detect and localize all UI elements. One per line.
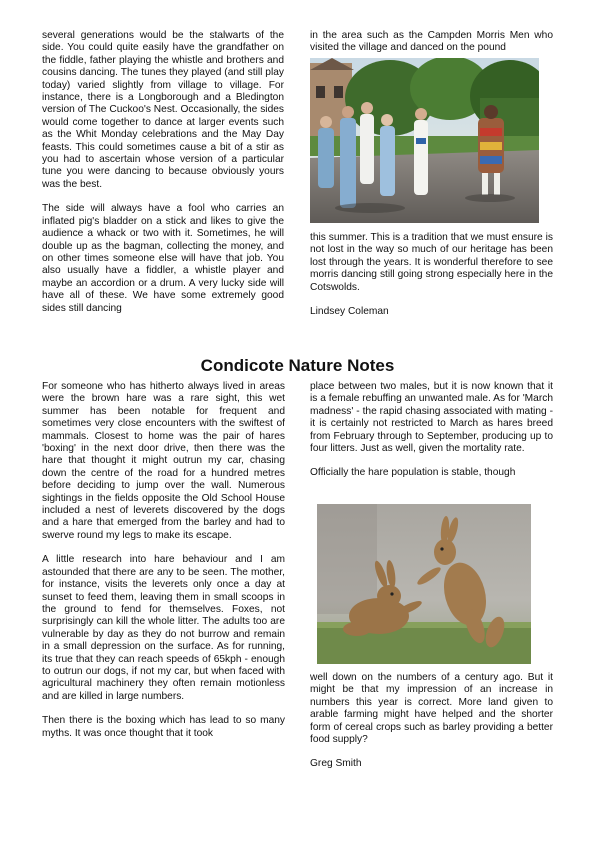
morris-right-column-top	[310, 30, 553, 55]
morris-left-column	[42, 30, 284, 315]
nature-left-column	[42, 381, 285, 740]
nature-right-column-top	[310, 381, 553, 480]
author-signature: Greg Smith	[310, 758, 362, 770]
morris-paragraph: this summer. This is a tradition that we must ensure is not lost in the way so much of our heritage has been lost through the years. It is wonderful therefore to see morris dancing still going strong especially here in the Cotswolds.	[310, 232, 553, 293]
boxing-hares-photo	[317, 504, 531, 664]
nature-paragraph: A little research into hare behaviour and I am astounded that there are any to be seen. The mother, for instance, visits the leverets only once a day at sunset to feed them, leaving them in small scoops in the ground to fend for themselves. Foxes, not surprisingly can kill the whole litter. The adults too are vulnerable by day as they do not burrow and remain in a small depression on the surface. As for running, its true that they can reach speeds of 65kph - enough to outrun our dogs, if not my car, but when faced with agricultural machinery they often remain motionless and are killed in large numbers.	[42, 554, 285, 702]
morris-right-column-bottom	[310, 232, 553, 318]
author-signature: Lindsey Coleman	[310, 306, 389, 318]
nature-right-column-bottom	[310, 672, 553, 771]
nature-paragraph: well down on the numbers of a century ago. But it might be that my impression of an increase in numbers this year is correct. More land given to arable farming might have helped and the shorter form of cereal crops such as barley providing a better food supply?	[310, 672, 553, 746]
nature-paragraph: For someone who has hitherto always lived in areas were the brown hare was a rare sight, this wet summer has been notable for frequent and sometimes very close encounters with the swiftest of mammals. Closest to home was the pair of hares 'boxing' in the next door drive, then there was the hare that thought it might outrun my car, chasing down the centre of the road for a hundred metres before deciding to jump over the wall. Numerous sightings in the fields opposite the Old School House included a nest of leverets discovered by the dogs and a hare that emerged from the barley and had to swerve round my legs to make its escape.	[42, 381, 285, 541]
section-heading: Condicote Nature Notes	[200, 356, 395, 375]
nature-paragraph: place between two males, but it is now known that it is a female rebuffing an unwanted male. As for 'March madness' - the rapid chasing associated with mating - it is certainly not restricted to March as hares breed from February through to September, producing up to four litters. Just as well, given the mortality rate.	[310, 381, 553, 455]
morris-paragraph: The side will always have a fool who carries an inflated pig's bladder on a stick and likes to give the audience a whack or two with it. Sometimes, he will double up as the bagman, collecting the money, and on other times someone else will have that job. You also usually have a fiddler, a whistle player and maybe an accordion or a drum. A very lucky side will have all of these. We have some extremely good sides still dancing	[42, 203, 284, 314]
morris-dancers-photo	[310, 58, 539, 223]
nature-paragraph: Then there is the boxing which has lead to so many myths. It was once thought that it took	[42, 715, 285, 739]
morris-paragraph: in the area such as the Campden Morris Men who visited the village and danced on the pound	[310, 30, 553, 54]
morris-paragraph: several generations would be the stalwarts of the side. You could quite easily have the grandfather on the fiddle, father playing the whistle and brothers and cousins dancing. The tunes they played (and still play today) varied slightly from village to village. For instance, there is a Longborough and a Bledington version of The Cuckoo's Nest. Occasionally, the sides would come together to dance at larger events such as the Whit Monday celebrations and the May Day feasts. This could sometimes cause a bit of a stir as you had to ascertain whose version of a particular tune you were dancing to because obviously yours was the best.	[42, 30, 284, 190]
nature-paragraph: Officially the hare population is stable, though	[310, 467, 516, 479]
